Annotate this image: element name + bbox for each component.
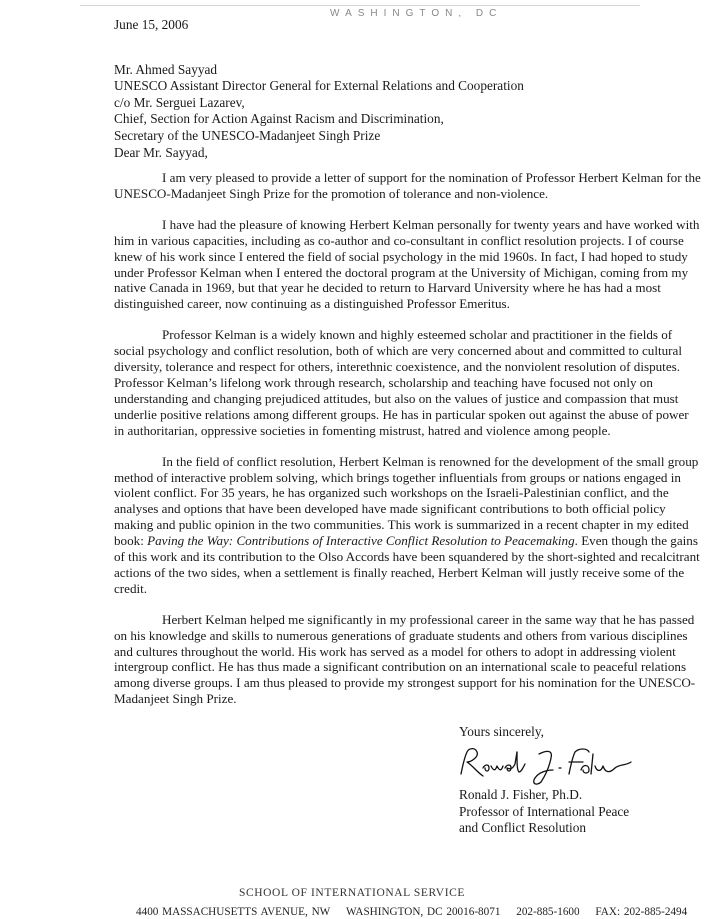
signer-title: and Conflict Resolution bbox=[459, 820, 587, 835]
letter-date: June 15, 2006 bbox=[114, 17, 189, 32]
recipient-line: UNESCO Assistant Director General for External Relations and Cooperation bbox=[114, 78, 524, 94]
signer-name: Ronald J. Fisher, Ph.D. bbox=[459, 787, 583, 802]
letterhead-rule bbox=[80, 0, 640, 6]
handwritten-signature bbox=[455, 744, 635, 786]
paragraph-5: Herbert Kelman helped me significantly in my professional career in the same way that he has passed on his knowledge and skills to numerous generations of graduate students and others from various disciplines and cultures throughout the world. His work has served as a model for others to adopt in addressing violent intergroup conflict. He has thus made a significant contribution on an international scale to peaceful relations among diverse groups. I am thus pleased to provide my strongest support for his nomination for the UNESCO-Madanjeet Singh Prize. bbox=[114, 611, 696, 707]
footer-phone: 202-885-1600 bbox=[516, 906, 580, 918]
recipient-line: Mr. Ahmed Sayyad bbox=[114, 62, 218, 77]
paragraph-4-text: In the field of conflict resolution, Herbert Kelman is renowned for the development of the small group method of interactive problem solving, which brings together influentials from groups or nations engaged in violent conflict. For 35 years, he has organized such workshops on the Israeli-Palestinian conflict, and the analyses and options that have been developed have made significant contributions to both official policy making and public opinion in the two communities. This work is summarized in a recent chapter in my edited book: bbox=[114, 453, 699, 549]
letter-body bbox=[114, 170, 702, 722]
footer-street: 4400 MASSACHUSETTS AVENUE, NW bbox=[136, 906, 331, 918]
recipient-address bbox=[114, 62, 524, 144]
recipient-line: Chief, Section for Action Against Racism and Discrimination, bbox=[114, 111, 444, 127]
paragraph-2: I have had the pleasure of knowing Herbert Kelman personally for twenty years and have worked with him in various capacities, including as co-author and co-consultant in conflict resolution projects. I of course knew of his work since I entered the field of social psychology in the mid 1960s. In fact, I had hoped to study under Professor Kelman when I entered the doctoral program at the University of Michigan, coming from my native Canada in 1969, but that year he decided to return to Harvard University where he has had a most distinguished career, now continuing as a distinguished Professor Emeritus. bbox=[114, 216, 700, 312]
closing: Yours sincerely, bbox=[459, 724, 544, 739]
paragraph-4-text-end: . Even though the gains of this work and its contribution to the Olso Accords have been squandered by the short-sighted and recalcitrant actions of the two sides, when a settlement is finally reached, Herbert Kelman will justly receive some of the credit. bbox=[114, 533, 700, 596]
recipient-line: c/o Mr. Serguei Lazarev, bbox=[114, 94, 245, 110]
paragraph-4 bbox=[114, 454, 702, 597]
paragraph-1: I am very pleased to provide a letter of support for the nomination of Professor Herbert Kelman for the UNESCO-Madanjeet Singh Prize for the promotion of tolerance and non-violence. bbox=[114, 170, 701, 201]
recipient-line: Secretary of the UNESCO-Madanjeet Singh Prize bbox=[114, 127, 381, 143]
footer-school-name: SCHOOL OF INTERNATIONAL SERVICE bbox=[238, 887, 466, 899]
signer-title: Professor of International Peace bbox=[459, 803, 630, 819]
footer-fax: FAX: 202-885-2494 bbox=[595, 906, 688, 918]
footer-contact bbox=[136, 906, 699, 918]
paragraph-3: Professor Kelman is a widely known and highly esteemed scholar and practitioner in the fields of social psychology and conflict resolution, both of which are very concerned about and committed to cultural diversity, tolerance and respect for others, interethnic coexistence, and the nonviolent resolution of disputes. Professor Kelman’s lifelong work through research, scholarship and teaching have focused not only on understanding and changing prejudiced attitudes, but also on the values of justice and compassion that must underlie positive relations among different groups. He has in particular spoken out against the abuse of power in authoritarian, oppressive societies in fomenting mistrust, hatred and violence among people. bbox=[114, 327, 689, 438]
salutation: Dear Mr. Sayyad, bbox=[114, 145, 208, 160]
letterhead-city: WASHINGTON, DC bbox=[330, 8, 503, 19]
signer-block bbox=[459, 787, 629, 837]
book-title: Paving the Way: Contributions of Interactive Conflict Resolution to Peacemaking bbox=[147, 533, 575, 549]
footer-city: WASHINGTON, DC 20016-8071 bbox=[346, 906, 501, 918]
